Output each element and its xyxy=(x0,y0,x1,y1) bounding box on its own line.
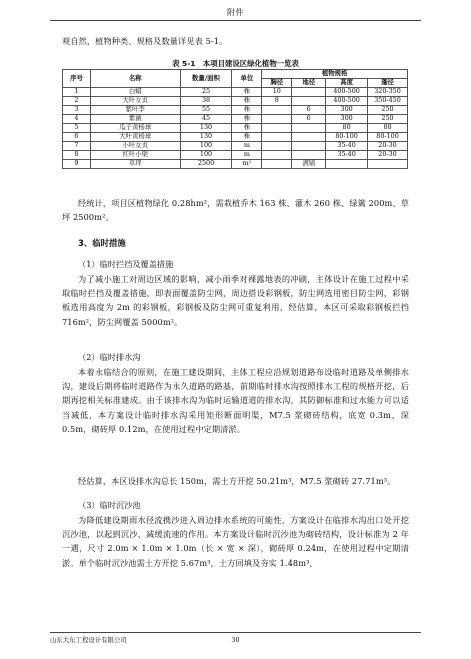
cell-crown: 250 xyxy=(368,106,408,115)
cell-crown: 80 xyxy=(368,124,408,133)
cell-name: 瓜子黄杨球 xyxy=(90,124,180,133)
cell-unit: 株 xyxy=(232,115,262,124)
cell-name: 白蜡 xyxy=(90,88,180,97)
cell-height: 300 xyxy=(326,106,368,115)
plant-table xyxy=(62,69,408,169)
header-name: 名称 xyxy=(90,70,180,88)
header-height: 高度 xyxy=(326,79,368,88)
header-ground: 地径 xyxy=(292,79,326,88)
cell-chest xyxy=(262,151,292,160)
cell-unit: 株 xyxy=(232,124,262,133)
cell-chest xyxy=(262,160,292,169)
cell-crown xyxy=(368,160,408,169)
barrier-paragraph: 为了减小施工对周边区域的影响，减小雨季对裸露地表的冲刷，主体设计在施工过程中采取临时拦挡及覆盖措施，即表面覆盖防尘网，周边搭设彩钢板，防尘网选用密目防尘网，彩钢板选用高度为 2m 的彩钢板，彩钢板及防尘网可重复利用，经估算，本区可采取彩钢板拦挡 716m²，防尘网覆盖 5000m²。 xyxy=(62,274,409,327)
table-row xyxy=(63,115,408,124)
subheading-drain: （2）临时排水沟 xyxy=(78,352,141,362)
cell-unit: 株 xyxy=(232,97,262,106)
cell-no: 1 xyxy=(63,88,91,97)
cell-chest xyxy=(262,142,292,151)
table-row xyxy=(63,97,408,106)
cell-no: 7 xyxy=(63,142,91,151)
cell-name: 小叶女贞 xyxy=(90,142,180,151)
cell-crown: 320-350 xyxy=(368,88,408,97)
cell-chest: 8 xyxy=(262,97,292,106)
cell-unit: 株 xyxy=(232,106,262,115)
cell-unit: m xyxy=(232,142,262,151)
cell-height: 35-40 xyxy=(326,151,368,160)
header-no: 序号 xyxy=(63,70,91,88)
cell-crown: 20-30 xyxy=(368,151,408,160)
cell-no: 3 xyxy=(63,106,91,115)
cell-ground: 6 xyxy=(292,115,326,124)
header-unit: 单位 xyxy=(232,70,262,88)
cell-crown: 80-100 xyxy=(368,133,408,142)
header-spec: 植物规格 xyxy=(262,70,408,79)
cell-ground xyxy=(292,142,326,151)
cell-unit: 株 xyxy=(232,133,262,142)
cell-chest: 10 xyxy=(262,88,292,97)
table-row xyxy=(63,151,408,160)
cell-name: 紫叶李 xyxy=(90,106,180,115)
section-heading: 3、临时措施 xyxy=(78,238,126,248)
cell-ground: 满铺 xyxy=(292,160,326,169)
sediment-paragraph: 为降低建设期雨水径流携沙进入周边排水系统的可能性，方案设计在临排水沟出口处开挖沉沙池，以起到沉沙、减缓流速的作用。本方案设计临时沉沙池为砌砖结构，设计标准为 2 年一遇，尺寸 2.0m × 1.0m × 1.0m（长 × 宽 × 深），砌砖厚 0.24m，在使用过程中定期清淤。单个临时沉沙池需土方开挖 5.67m³，土方回填及夯实 1.48m³， xyxy=(62,515,409,568)
cell-no: 4 xyxy=(63,115,91,124)
header-chest: 胸径 xyxy=(262,79,292,88)
cell-height: 400-500 xyxy=(326,88,368,97)
footer-company: 山东大东工程设计有限公司 xyxy=(50,636,127,644)
cell-crown: 20-30 xyxy=(368,142,408,151)
cell-unit: m² xyxy=(232,160,262,169)
cell-ground xyxy=(292,88,326,97)
cell-height: 400-500 xyxy=(326,97,368,106)
page-footer xyxy=(50,632,421,647)
table-row xyxy=(63,106,408,115)
cell-qty: 38 xyxy=(180,97,232,106)
table-row xyxy=(63,160,408,169)
cell-chest xyxy=(262,133,292,142)
intro-paragraph: 观自然，植物种类、规格及数量详见表 5-1。 xyxy=(62,36,228,46)
drain-paragraph: 本着永临结合的原则，在施工建设期间，主体工程应沿规划道路布设临时道路及单侧排水沟，建设后期将临时道路作为永久道路的路基，前期临时排水沟按照排水工程的规格开挖，后期再挖相关标准建成。由于该排水沟为临时运输道道的排水沟，其防御标准和过水能力可以适当减低，本方案设计临时排水沟采用矩形断面明渠，M7.5 浆砌砖结构，底宽 0.3m，深 0.5m，砌砖厚 0.12m，在使用过程中定期清淤。 xyxy=(62,367,409,434)
cell-name: 紫薇 xyxy=(90,115,180,124)
cell-no: 9 xyxy=(63,160,91,169)
cell-unit: m xyxy=(232,151,262,160)
cell-no: 5 xyxy=(63,124,91,133)
header-crown: 蓬径 xyxy=(368,79,408,88)
cell-qty: 45 xyxy=(180,115,232,124)
cell-ground xyxy=(292,133,326,142)
cell-qty: 25 xyxy=(180,88,232,97)
cell-name: 大叶女贞 xyxy=(90,97,180,106)
cell-no: 8 xyxy=(63,151,91,160)
cell-no: 6 xyxy=(63,133,91,142)
page-number: 30 xyxy=(231,636,240,644)
cell-name: 红叶小檗 xyxy=(90,151,180,160)
cell-qty: 100 xyxy=(180,151,232,160)
subheading-sediment: （3）临时沉沙池 xyxy=(78,500,141,510)
cell-height: 35-40 xyxy=(326,142,368,151)
drain-estimate-paragraph: 经估算，本区设排水沟总长 150m，需土方开挖 50.21m³，M7.5 浆砌砖 27.71m³。 xyxy=(78,476,396,486)
cell-crown: 350-450 xyxy=(368,97,408,106)
cell-qty: 100 xyxy=(180,142,232,151)
cell-name: 草坪 xyxy=(90,160,180,169)
table-caption: 表 5-1 本项目建设区绿化植物一览表 xyxy=(172,59,299,68)
subheading-barrier: （1）临时拦挡及覆盖措施 xyxy=(78,259,174,269)
header-qty: 数量/面积 xyxy=(180,70,232,88)
summary-paragraph: 经统计，项目区植物绿化 0.28hm²，需栽植乔木 163 株、灌木 260 株、绿篱 200m、草坪 2500m²。 xyxy=(62,198,409,223)
cell-no: 2 xyxy=(63,97,91,106)
cell-height: 300 xyxy=(326,115,368,124)
cell-ground: 6 xyxy=(292,106,326,115)
header-title: 附件 xyxy=(227,8,244,17)
cell-name: 大叶黄杨球 xyxy=(90,133,180,142)
cell-height: 80-100 xyxy=(326,133,368,142)
cell-qty: 130 xyxy=(180,133,232,142)
cell-qty: 2500 xyxy=(180,160,232,169)
page-header xyxy=(50,6,421,21)
cell-chest xyxy=(262,106,292,115)
cell-unit: 株 xyxy=(232,88,262,97)
cell-height xyxy=(326,160,368,169)
cell-ground xyxy=(292,124,326,133)
cell-chest xyxy=(262,115,292,124)
cell-qty: 130 xyxy=(180,124,232,133)
cell-crown: 250 xyxy=(368,115,408,124)
cell-chest xyxy=(262,124,292,133)
cell-height: 80 xyxy=(326,124,368,133)
cell-qty: 55 xyxy=(180,106,232,115)
